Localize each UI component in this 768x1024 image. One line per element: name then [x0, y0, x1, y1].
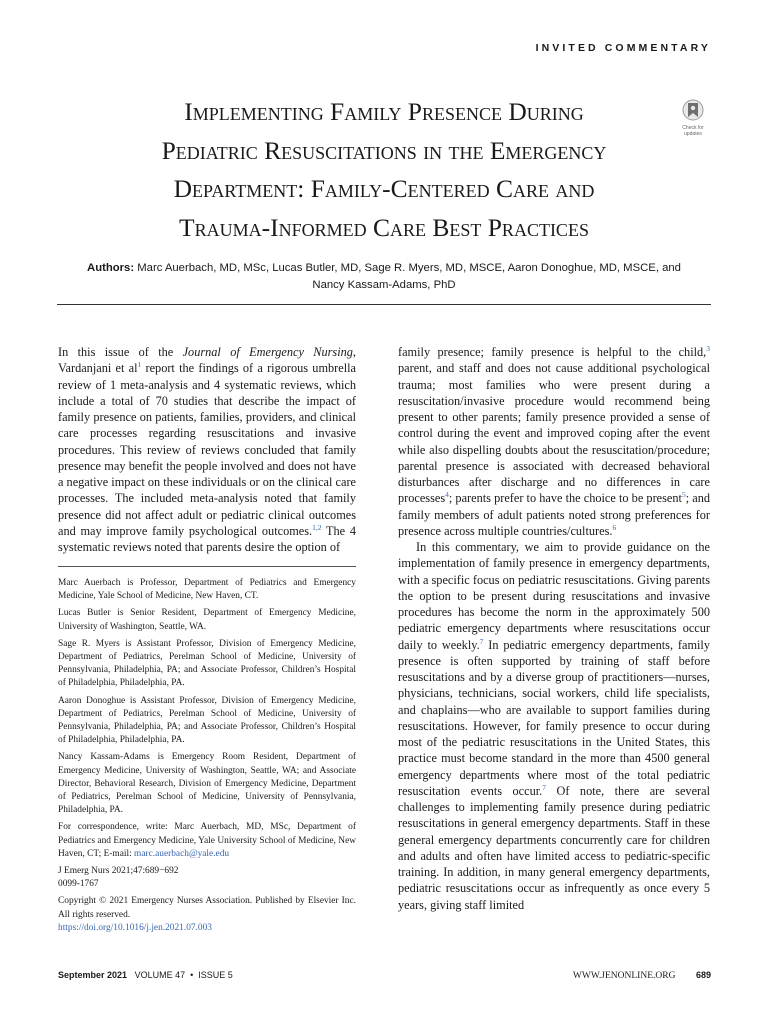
affiliation-note: Marc Auerbach is Professor, Department of Pediatrics and Emergency Medicine, Yale School of Medicine, New Haven, CT.: [58, 578, 356, 602]
citation-ref[interactable]: 1,2: [312, 522, 322, 532]
title-line: Department: Family-Centered Care and: [173, 174, 595, 203]
check-for-updates-badge[interactable]: [676, 99, 710, 141]
copyright-note: Copyright © 2021 Emergency Nurses Association. Published by Elsevier Inc. All rights reserved.: [58, 896, 356, 920]
citation-ref[interactable]: 6: [612, 522, 617, 532]
body-paragraph: In this commentary, we aim to provide guidance on the implementation of family presence in emergency departments, with a specific focus on pediatric resuscitations. Giving parents the option to be present during resuscitations and invasive procedures has become the norm in the approximately 500 pediatric emergency departments where resuscitations occur daily to weekly.$^7$ In pediatric emergency departments, family presence is often supported by training of staff before resuscitations and by a diverse group of practitioners—nurses, physicians, technicians, social workers, child life specialists, and chaplains—who are available to support families during resuscitations. However, for family presence to occur during most of the pediatric resuscitations in the United States, this practice must become standard in the more than 4500 general emergency departments where most of the total pediatric resuscitation events occur.$^7$ Of note, there are several challenges to implementing family presence during pediatric resuscitations in general emergency departments. Staff in these general emergency departments concurrently care for children and adults and often have limited access to pediatric-specific training. In addition, in many general emergency departments, pediatric resuscitations occur as infrequently as once every 5 years, giving staff limited: [398, 540, 711, 912]
footnote-divider: [58, 566, 356, 567]
body-paragraph: In this issue of the Journal of Emergency Nursing, Vardanjani et al$^1$ report the findings of a rigorous umbrella review of 1 meta-analysis and 4 systematic reviews, which include a total of 70 studies that describe the impact of family presence on patients, families, providers, and clinical care processes regarding resuscitations and invasive procedures. This review of reviews concluded that family presence may benefit the people involved and does not have a negative impact on these individuals or on the clinical care processes. The included meta-analysis noted that family presence did not affect adult or pediatric clinical outcomes and may improve family psychological outcomes.$^{1,2}$ The 4 systematic reviews noted that parents desire the option of: [58, 345, 356, 554]
journal-url[interactable]: WWW.JENONLINE.ORG: [572, 971, 676, 981]
article-title: [0, 93, 768, 247]
affiliation-note: Lucas Butler is Senior Resident, Department of Emergency Medicine, University of Washington, Seattle, WA.: [58, 608, 356, 632]
doi-link[interactable]: https://doi.org/10.1016/j.jen.2021.07.003: [58, 922, 212, 933]
affiliation-note: Nancy Kassam-Adams is Emergency Room Resident, Department of Emergency Medicine, University of Washington, Seattle, WA; and Associate Director, Behavioral Research, Division of Emergency Medicine, Department of Pediatrics, Perelman School of Medicine, University of Pennsylvania, Philadelphia, PA.: [58, 752, 356, 816]
title-line: Trauma-Informed Care Best Practices: [179, 212, 589, 242]
title-line: Pediatric Resuscitations in the Emergency: [161, 135, 607, 165]
authors-line-1: Marc Auerbach, MD, MSc, Lucas Butler, MD, Sage R. Myers, MD, MSCE, Aaron Donoghue, MD, MSCE, and: [137, 262, 681, 274]
body-column-left: [58, 344, 356, 555]
citation-ref[interactable]: 1: [137, 360, 142, 370]
page-number: 689: [695, 970, 711, 980]
journal-citation: J Emerg Nurs 2021;47:689−692: [58, 866, 179, 877]
check-for-updates-icon: [682, 99, 704, 125]
citation-ref[interactable]: 5: [681, 490, 686, 500]
section-label: INVITED COMMENTARY: [535, 42, 711, 54]
page-footer: [573, 970, 711, 981]
authors-label: Authors:: [87, 262, 135, 274]
footnotes: [58, 577, 356, 939]
issue-date: September 2021: [58, 970, 128, 980]
affiliation-note: Sage R. Myers is Assistant Professor, Division of Emergency Medicine, Department of Pediatrics, Perelman School of Medicine, University of Pennsylvania, Philadelphia, PA; and Associate Professor, Children’s Hospital of Philadelphia, Philadelphia, PA.: [58, 638, 356, 689]
title-line: Implementing Family Presence During: [184, 97, 584, 126]
affiliation-note: Aaron Donoghue is Assistant Professor, Division of Emergency Medicine, Department of Pediatrics, Perelman School of Medicine, University of Pennsylvania, Philadelphia, PA; and Associate Professor, Children’s Hospital of Philadelphia, Philadelphia, PA.: [58, 695, 356, 746]
check-for-updates-label: Check for updates: [682, 125, 704, 137]
journal-name: Journal of Emergency Nursing: [182, 345, 353, 359]
body-column-right: [398, 344, 710, 913]
citation-ref[interactable]: 4: [445, 490, 449, 500]
body-paragraph: family presence; family presence is helpful to the child,$^3$ parent, and staff and does not cause additional psychological trauma; most families who were present during a resuscitation/invasive procedure would recommend being present to other parents; family presence provided a sense of control during the event and improved coping after the event while also dispelling doubts about the resuscitation/procedure; parental presence is associated with decreased behavioral disturbances after discharge and no differences in care processes$^4$; parents prefer to have the choice to be present$^5$; and family members of adult patients noted strong preferences for presence across multiple countries/cultures.$^6$: [398, 343, 710, 538]
citation-ref[interactable]: 7: [542, 782, 546, 792]
citation-ref[interactable]: 3: [706, 343, 710, 353]
email-link[interactable]: marc.auerbach@yale.edu: [134, 848, 230, 859]
header-divider: [57, 304, 711, 305]
authors-line-2: Nancy Kassam-Adams, PhD: [312, 279, 456, 291]
volume: VOLUME 47: [134, 970, 186, 980]
correspondence-note: For correspondence, write: Marc Auerbach, MD, MSc, Department of Pediatrics and Emergency Medicine, Yale University School of Medicine, New Haven, CT; E-mail: marc.auerbach@yale.edu: [58, 822, 356, 859]
issue-number: ISSUE 5: [198, 970, 233, 980]
issn: 0099-1767: [58, 879, 99, 890]
issue-info: [58, 970, 233, 980]
bullet: •: [190, 970, 194, 980]
citation-ref[interactable]: 7: [479, 636, 484, 646]
author-list: [80, 260, 688, 294]
